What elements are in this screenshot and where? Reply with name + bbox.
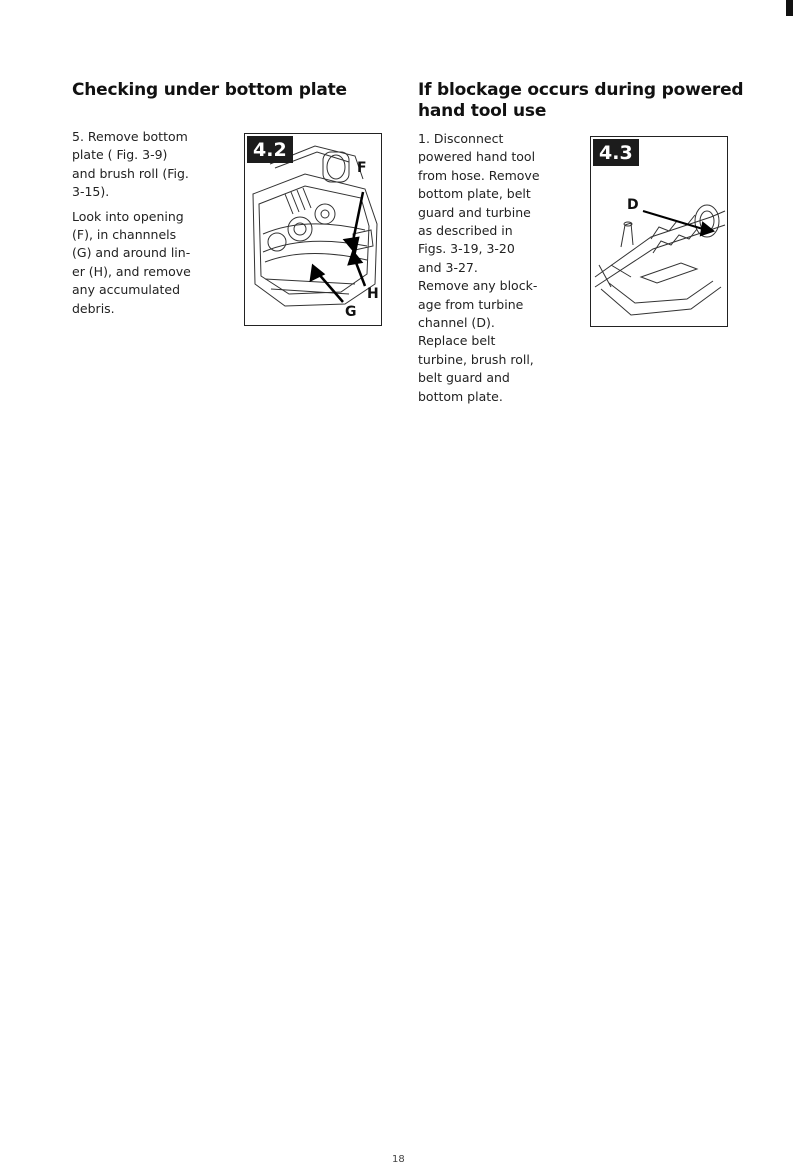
- figure-label: 4.3: [593, 139, 639, 166]
- instruction-inspect: Look into opening (F), in channnels (G) and around lin- er (H), and remove any accumulated debris.: [72, 208, 191, 316]
- section-heading: If blockage occurs during powered hand tool use: [418, 80, 744, 121]
- section-heading: Checking under bottom plate: [72, 80, 347, 100]
- callout-g: G: [345, 304, 357, 320]
- instruction-text: [418, 130, 568, 406]
- figure-4-3: [590, 136, 728, 327]
- section-powered-hand-tool-blockage: [418, 80, 748, 404]
- instruction-step-5: 5. Remove bottom plate ( Fig. 3-9) and brush roll (Fig. 3-15).: [72, 129, 189, 200]
- callout-d: D: [627, 197, 639, 213]
- instruction-step-1: 1. Disconnect powered hand tool from hose. Remove bottom plate, belt guard and turbine as described in Figs. 3-19, 3-20 and 3-27. Remove any block- age from turbine channel (D). Replace belt turbine, brush roll, belt guard and bottom plate.: [418, 131, 540, 404]
- page-corner-mark: [786, 0, 793, 16]
- section-checking-bottom-plate: [72, 80, 392, 320]
- figure-label: 4.2: [247, 136, 293, 163]
- callout-f: F: [357, 160, 367, 176]
- figure-4-2: [244, 133, 382, 326]
- instruction-text: [72, 128, 242, 318]
- page-number: 18: [392, 1154, 405, 1165]
- callout-h: H: [367, 286, 379, 302]
